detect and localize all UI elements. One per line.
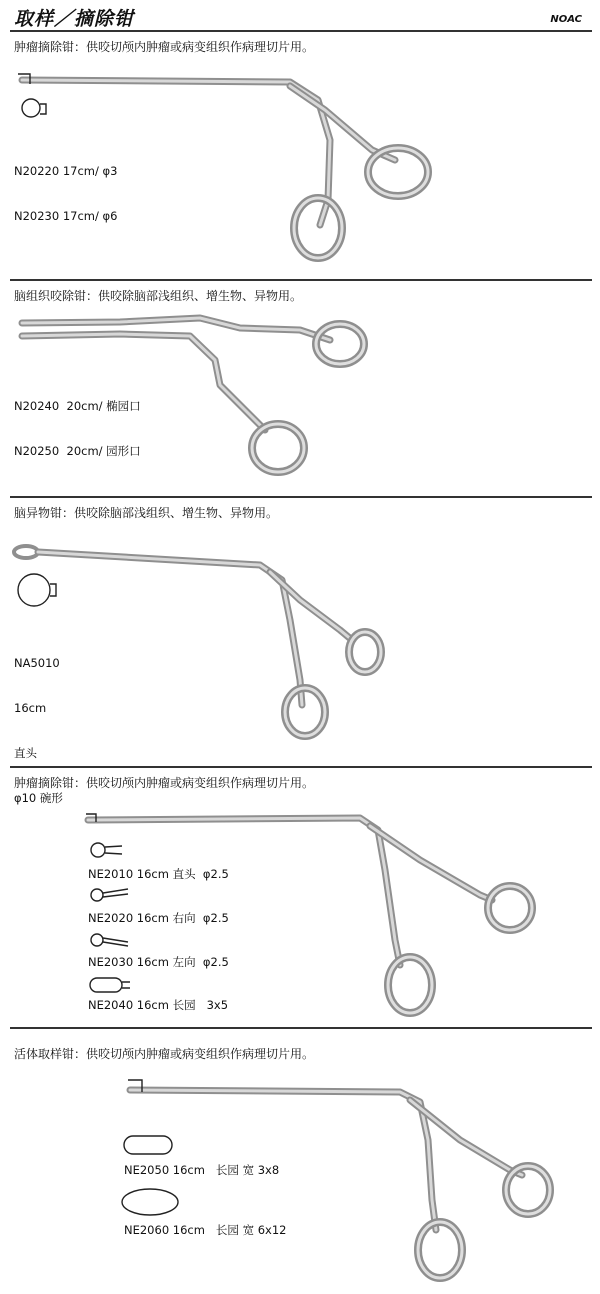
spec-line: 直头 <box>14 746 37 760</box>
spec-line: N20250 20cm/ 园形口 <box>14 444 141 458</box>
section-description: 肿瘤摘除钳：供咬切颅内肿瘤或病变组织作病理切片用。 <box>14 40 315 54</box>
spec-line: NE2030 16cm 左向 φ2.5 <box>88 955 229 969</box>
section-description: 脑异物钳：供咬除脑部浅组织、增生物、异物用。 <box>14 506 279 520</box>
page-title: 取样／摘除钳 <box>14 8 135 30</box>
oval-3x8-tip-icon <box>122 1132 182 1158</box>
spec-line: N20240 20cm/ 椭园口 <box>14 399 141 413</box>
spec-line: NE2040 16cm 长园 3x5 <box>88 998 229 1012</box>
spec-line: 16cm <box>14 701 47 715</box>
spec-line: N20230 17cm/ φ6 <box>14 209 118 223</box>
oval-6x12-tip-icon <box>120 1186 190 1220</box>
spec-line: NA5010 <box>14 656 60 670</box>
section-description: 活体取样钳：供咬切颅内肿瘤或病变组织作病理切片用。 <box>14 1047 315 1061</box>
section-description: 脑组织咬除钳：供咬除脑部浅组织、增生物、异物用。 <box>14 289 303 303</box>
section-description: 肿瘤摘除钳：供咬切颅内肿瘤或病变组织作病理切片用。 <box>14 776 315 790</box>
spec-line: NE2060 16cm 长园 宽 6x12 <box>124 1223 287 1237</box>
spec-line: NE2020 16cm 右向 φ2.5 <box>88 911 229 925</box>
brand-logo-text: NOAC <box>550 14 582 25</box>
spec-line: NE2010 16cm 直头 φ2.5 <box>88 867 229 881</box>
spec-line: NE2050 16cm 长园 宽 3x8 <box>124 1163 280 1177</box>
spec-line: φ10 碗形 <box>14 791 63 805</box>
spec-line: N20220 17cm/ φ3 <box>14 164 118 178</box>
